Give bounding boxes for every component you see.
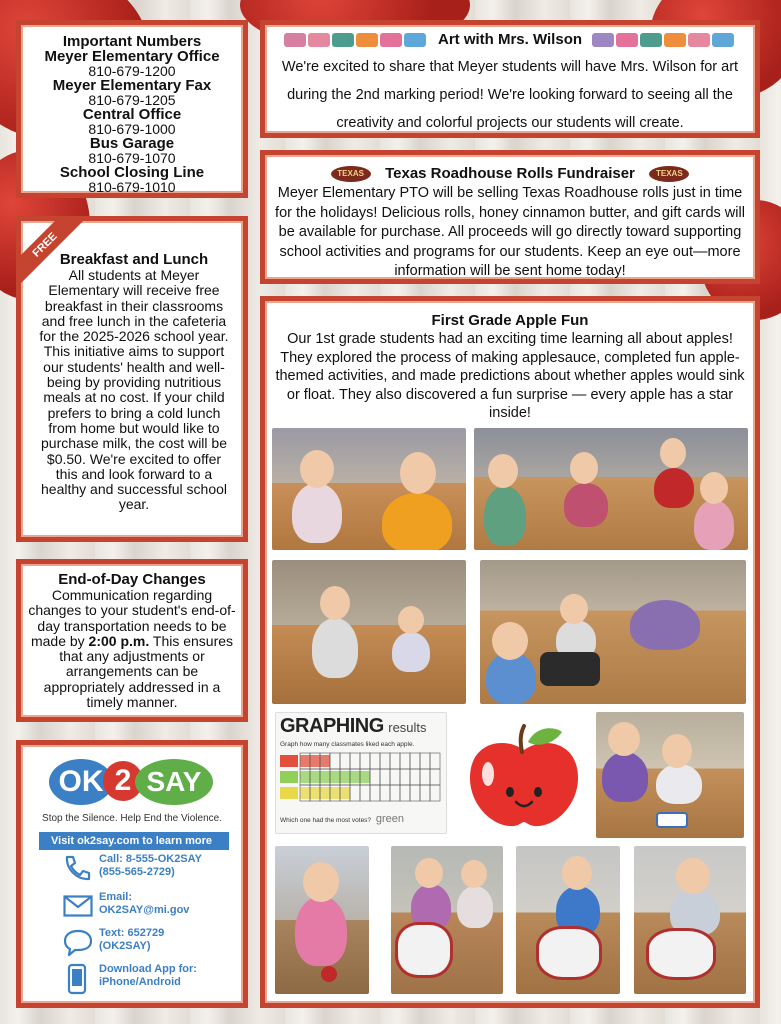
smartphone-icon xyxy=(67,963,87,995)
paint-swatch xyxy=(380,33,402,47)
graph-cell xyxy=(360,785,370,801)
roadhouse-logo-right: TEXAS xyxy=(649,166,689,182)
end-of-day-heading: End-of-Day Changes xyxy=(58,571,206,588)
graph-cell xyxy=(400,769,410,785)
contact-email[interactable]: Email: OK2SAY@mi.gov xyxy=(63,891,189,917)
graph-cell xyxy=(340,753,350,769)
photo-boy-with-crockpot xyxy=(634,846,746,994)
roadhouse-logo-left: TEXAS xyxy=(331,166,371,182)
paint-swatch xyxy=(404,33,426,47)
graph-cell xyxy=(410,785,420,801)
art-body: We're excited to share that Meyer students will have Mrs. Wilson for art during the 2nd marking period! We're looking forward to seeing all the creativity and colorful projects our students will create. xyxy=(281,59,739,131)
graph-cell xyxy=(420,753,430,769)
graph-cell xyxy=(430,769,440,785)
number-entry: School Closing Line 810-679-1010 xyxy=(59,164,205,195)
graphing-results-worksheet xyxy=(275,712,447,834)
photo-students-at-table xyxy=(596,712,744,838)
graph-cell xyxy=(380,753,390,769)
graph-cell xyxy=(430,785,440,801)
photo-students-eating-apples xyxy=(272,428,466,550)
end-of-day-box xyxy=(16,559,248,722)
cartoon-apple xyxy=(464,722,584,832)
graph-cell xyxy=(400,753,410,769)
graph-question: Which one had the most votes? xyxy=(280,817,372,824)
graph-bar-red xyxy=(300,755,330,767)
graph-answer: green xyxy=(375,813,405,825)
photo-crockpot-scooping xyxy=(391,846,503,994)
art-box xyxy=(260,20,760,138)
apple-fun-body: Our 1st grade students had an exciting time learning all about apples! They explored the process of making applesauce, completed fun apple-themed activities, and made predictions about whether apples would sink or float. They also discovered a fun surprise — every apple has a star inside! xyxy=(275,331,745,421)
contact-app[interactable]: Download App for: iPhone/Android xyxy=(63,963,197,989)
logo-say-bubble: SAY xyxy=(135,759,213,805)
contact-text[interactable]: Text: 652729 (OK2SAY) xyxy=(63,927,164,953)
graph-cell xyxy=(330,753,340,769)
paint-swatches-left xyxy=(284,31,432,48)
roadhouse-heading-row xyxy=(275,165,745,184)
graph-cell xyxy=(360,753,370,769)
graph-cell xyxy=(380,785,390,801)
graph-title-big: GRAPHING xyxy=(280,715,384,737)
photo-applesauce-group xyxy=(480,560,746,704)
paint-swatch xyxy=(664,33,686,47)
paint-swatch xyxy=(284,33,306,47)
graph-cell xyxy=(380,769,390,785)
graph-cell xyxy=(370,769,380,785)
graph-row-label-red xyxy=(280,755,298,767)
roadhouse-body: Meyer Elementary PTO will be selling Texas Roadhouse rolls just in time for the holidays! Delicious rolls, honey cinnamon butter, and gift cards will be available for purchase. All proceeds will go directly toward supporting school activities and programs for our students. Keep an eye out—more information will be sent home today! xyxy=(275,185,745,279)
ok2say-visit-banner[interactable]: Visit ok2say.com to learn more xyxy=(39,832,229,850)
number-entry: Meyer Elementary Fax 810-679-1205 xyxy=(52,77,212,108)
graph-cell xyxy=(410,753,420,769)
roadhouse-heading: Texas Roadhouse Rolls Fundraiser xyxy=(385,165,635,183)
paint-swatches-right xyxy=(592,31,736,48)
paint-swatch xyxy=(616,33,638,47)
graph-cell xyxy=(420,785,430,801)
important-numbers-box xyxy=(16,20,248,198)
ok2say-tagline: Stop the Silence. Help End the Violence. xyxy=(42,813,222,824)
contact-call[interactable]: Call: 8-555-OK2SAY (855-565-2729) xyxy=(63,853,202,879)
chat-bubble-icon xyxy=(63,929,93,957)
graph-cell xyxy=(430,753,440,769)
ok2say-box xyxy=(16,740,248,1008)
graph-cell xyxy=(400,785,410,801)
number-entry: Bus Garage 810-679-1070 xyxy=(88,135,176,166)
roadhouse-box xyxy=(260,150,760,284)
logo-2-bubble: 2 xyxy=(103,761,143,801)
photo-class-at-tables xyxy=(474,428,748,550)
envelope-icon xyxy=(63,895,93,917)
photo-apple-activity xyxy=(272,560,466,704)
breakfast-lunch-box xyxy=(16,216,248,542)
breakfast-heading: Breakfast and Lunch xyxy=(59,251,209,268)
number-entry: Central Office 810-679-1000 xyxy=(82,106,182,137)
apple-fun-heading: First Grade Apple Fun xyxy=(431,312,589,329)
paint-swatch xyxy=(308,33,330,47)
graph-cell xyxy=(350,753,360,769)
graph-cell xyxy=(350,785,360,801)
paint-swatch xyxy=(688,33,710,47)
graph-cell xyxy=(370,785,380,801)
end-of-day-body: Communication regarding changes to your student's end-of-day transportation needs to be made by 2:00 p.m. This ensures that any adjustments or arrangements can be appropriately addressed in a timely manner. xyxy=(28,587,236,711)
graph-cell xyxy=(420,769,430,785)
paint-swatch xyxy=(356,33,378,47)
phone-icon xyxy=(63,855,91,881)
graph-cell xyxy=(390,785,400,801)
number-entry: Meyer Elementary Office 810-679-1200 xyxy=(44,48,220,79)
breakfast-body: All students at Meyer Elementary will receive free breakfast in their classrooms and free lunch in the cafeteria for the 2025-2026 school year. This initiative aims to support our students' health and well-being by providing nutritious meals at no cost. If your child prefers to bring a cold lunch from home but would like to purchase milk, the cost will be $0.50. We're excited to offer this and look forward to a healthy and successful school year. xyxy=(39,267,229,513)
deadline-time: 2:00 p.m. xyxy=(88,632,150,649)
photo-crockpot-group xyxy=(516,846,620,994)
graph-cell xyxy=(410,769,420,785)
art-heading-row xyxy=(279,31,741,51)
graph-row-label-yellow xyxy=(280,787,298,799)
graph-cell xyxy=(390,753,400,769)
paint-swatch xyxy=(332,33,354,47)
graph-row-label-green xyxy=(280,771,298,783)
logo-ok-bubble: OK xyxy=(49,759,113,805)
paint-swatch xyxy=(640,33,662,47)
graph-cell xyxy=(370,753,380,769)
graph-bar-green xyxy=(300,771,370,783)
photo-girl-with-apple xyxy=(275,846,369,994)
paint-swatch xyxy=(712,33,734,47)
art-heading: Art with Mrs. Wilson xyxy=(437,31,583,49)
paint-swatch xyxy=(592,33,614,47)
graph-instruction: Graph how many classmates liked each apple. xyxy=(280,741,415,748)
graph-title-small: results xyxy=(388,720,427,735)
graph-cell xyxy=(390,769,400,785)
important-numbers-heading: Important Numbers xyxy=(62,33,202,50)
graph-bar-yellow xyxy=(300,787,350,799)
free-ribbon: FREE xyxy=(16,216,87,287)
ok2say-logo xyxy=(21,759,243,815)
